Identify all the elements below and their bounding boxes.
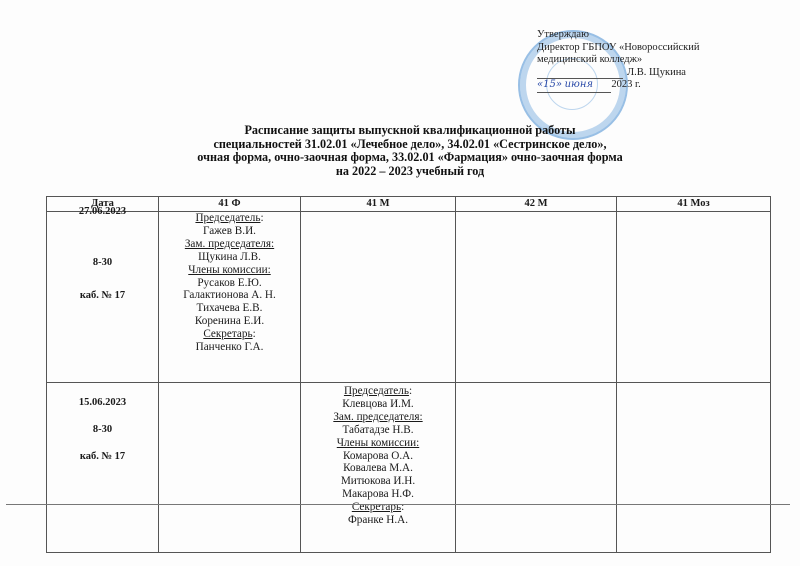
approval-signature-line <box>537 67 777 80</box>
column-header-41f: 41 Ф <box>159 197 301 212</box>
title-line-4: на 2022 – 2023 учебный год <box>335 163 485 178</box>
secretary-label: Секретарь <box>351 501 402 514</box>
member-name: Митюкова И.Н. <box>340 475 416 488</box>
title-line-2: специальностей 31.02.01 «Лечебное дело», 34.02.01 «Сестринское дело», <box>213 136 607 151</box>
deputy-label: Зам. председателя: <box>184 237 275 250</box>
date-cell <box>47 206 159 383</box>
empty-cell <box>456 212 617 383</box>
approval-position: Директор ГБПОУ «Новороссийский <box>537 41 700 53</box>
empty-cell <box>456 383 617 553</box>
document-title <box>130 124 690 178</box>
commission-cell: Председатель: Гажев В.И. Зам. председателя: Щукина Л.В. Члены комиссии: Русаков Е.Ю. Галактионова А. Н. Тихачева Е.В. Коренина Е.И. Секретарь: Панченко Г.А. <box>159 212 301 383</box>
defense-time: 8-30 <box>92 256 113 268</box>
chair-name: Клевцова И.М. <box>342 397 414 410</box>
secretary-label: Секретарь <box>203 328 253 341</box>
deputy-label: Зам. председателя: <box>333 410 423 423</box>
deputy-name: Табатадзе Н.В. <box>342 423 414 436</box>
member-name: Тихачева Е.В. <box>196 302 263 315</box>
empty-cell <box>617 383 771 553</box>
chair-label: Председатель <box>343 385 409 397</box>
table-row <box>47 383 771 553</box>
empty-cell <box>617 212 771 383</box>
deputy-name: Щукина Л.В. <box>198 250 261 263</box>
secretary-name: Панченко Г.А. <box>195 341 264 354</box>
secretary-name: Франке Н.А. <box>347 514 409 527</box>
defense-room: каб. № 17 <box>79 289 126 301</box>
defense-room: каб. № 17 <box>79 450 126 462</box>
empty-cell <box>159 383 301 553</box>
column-header-42m: 42 М <box>456 197 617 212</box>
approval-date-year: 2023 г. <box>611 79 641 90</box>
approval-organization: медицинский колледж» <box>537 54 643 65</box>
date-cell <box>47 383 159 553</box>
approval-date-month: июня <box>564 79 594 90</box>
members-label: Члены комиссии: <box>336 436 420 449</box>
title-line-3: очная форма, очно-заочная форма, 33.02.01 «Фармация» очно-заочная форма <box>197 150 623 165</box>
approval-date-day: «15» <box>537 79 562 90</box>
signature <box>537 68 623 79</box>
table-row <box>47 212 771 383</box>
commission-cell: Председатель: Клевцова И.М. Зам. председателя: Табатадзе Н.В. Члены комиссии: Комарова О.А. Ковалева М.А. Митюкова И.Н. Макарова Н.Ф. Секретарь: Франке Н.А. <box>301 383 456 553</box>
chair-label: Председатель <box>195 212 261 224</box>
member-name: Галактионова А. Н. <box>183 289 276 302</box>
approval-date <box>537 79 777 93</box>
title-line-1: Расписание защиты выпускной квалификационной работы <box>244 123 576 137</box>
approval-signatory: Л.В. Щукина <box>627 66 686 78</box>
member-name: Русаков Е.Ю. <box>197 276 262 289</box>
schedule-table <box>46 196 771 553</box>
defense-date: 15.06.2023 <box>78 397 127 408</box>
member-name: Комарова О.А. <box>342 449 414 462</box>
approval-heading: Утверждаю <box>537 29 589 40</box>
members-label: Члены комиссии: <box>188 263 271 276</box>
chair-name: Гажев В.И. <box>203 224 256 237</box>
member-name: Ковалева М.А. <box>343 462 413 475</box>
member-name: Коренина Е.И. <box>194 315 265 328</box>
member-name: Макарова Н.Ф. <box>342 488 414 501</box>
defense-time: 8-30 <box>92 423 113 435</box>
empty-cell <box>301 212 456 383</box>
column-header-41moz: 41 Моз <box>617 197 771 212</box>
approval-block <box>537 29 777 93</box>
defense-date: 27.06.2023 <box>78 206 127 217</box>
column-header-date: Дата <box>47 197 159 212</box>
column-header-41m: 41 М <box>301 197 456 212</box>
approval-date-handwritten <box>537 79 611 93</box>
